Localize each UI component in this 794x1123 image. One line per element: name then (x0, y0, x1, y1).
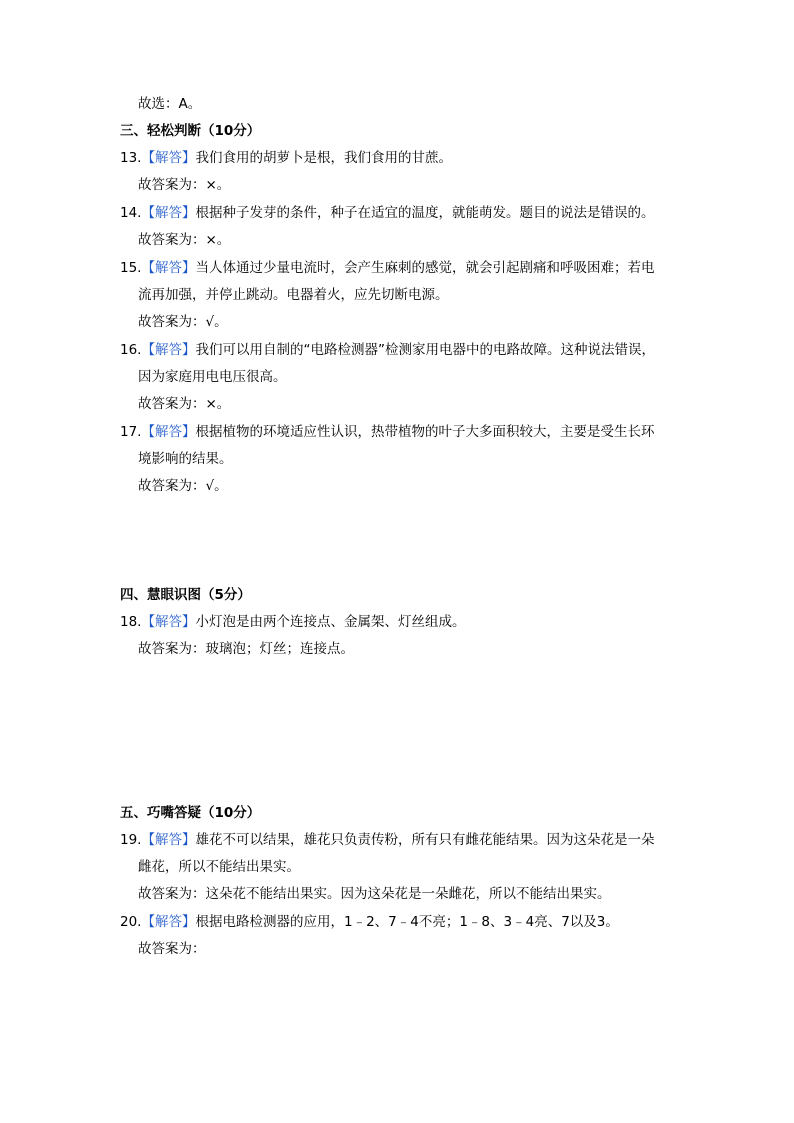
question-18 (120, 612, 465, 632)
answer-text: 小灯泡是由两个连接点、金属架、灯丝组成。 (195, 614, 466, 630)
top-answer-line: 故选：A。 (138, 96, 202, 112)
question-15 (120, 258, 654, 278)
question-13 (120, 148, 452, 168)
question-13-answer: 故答案为：×。 (138, 177, 231, 193)
question-20-answer: 故答案为： (138, 941, 206, 957)
question-number: 15. (120, 260, 142, 276)
answer-text: 根据种子发芽的条件，种子在适宜的温度，就能萌发。题目的说法是错误的。 (195, 205, 655, 221)
question-number: 14. (120, 205, 142, 221)
question-number: 17. (120, 424, 142, 440)
question-number: 19. (120, 832, 142, 848)
section-title-qa: 五、巧嘴答疑（10分） (120, 805, 261, 821)
question-15-continuation: 流再加强，并停止跳动。电器着火，应先切断电源。 (138, 287, 449, 303)
question-16-answer: 故答案为：×。 (138, 396, 231, 412)
answer-text: 根据植物的环境适应性认识，热带植物的叶子大多面积较大，主要是受生长环 (195, 424, 655, 440)
answer-tag: 【解答】 (141, 205, 196, 221)
question-19-continuation: 雌花，所以不能结出果实。 (138, 859, 300, 875)
question-17-continuation: 境影响的结果。 (138, 451, 233, 467)
answer-text: 根据电路检测器的应用，1﹣2、7﹣4不亮；1﹣8、3﹣4亮、7以及3。 (195, 914, 619, 930)
answer-tag: 【解答】 (141, 150, 196, 166)
question-16-continuation: 因为家庭用电电压很高。 (138, 369, 287, 385)
answer-tag: 【解答】 (141, 342, 196, 358)
question-14-answer: 故答案为：×。 (138, 232, 231, 248)
question-14 (120, 203, 654, 223)
answer-text: 我们食用的胡萝卜是根，我们食用的甘蔗。 (195, 150, 452, 166)
question-16 (120, 340, 655, 360)
question-number: 18. (120, 614, 142, 630)
answer-tag: 【解答】 (141, 832, 196, 848)
answer-text: 我们可以用自制的“电路检测器”检测家用电器中的电路故障。这种说法错误， (195, 342, 655, 358)
answer-tag: 【解答】 (141, 260, 196, 276)
answer-text: 雄花不可以结果，雄花只负责传粉，所有只有雌花能结果。因为这朵花是一朵 (195, 832, 655, 848)
section-title-judgment: 三、轻松判断（10分） (120, 123, 261, 139)
question-number: 13. (120, 150, 142, 166)
answer-tag: 【解答】 (141, 614, 196, 630)
question-15-answer: 故答案为：√。 (138, 314, 228, 330)
question-20 (120, 912, 619, 932)
question-19-answer: 故答案为：这朵花不能结出果实。因为这朵花是一朵雌花，所以不能结出果实。 (138, 886, 611, 902)
question-17 (120, 422, 654, 442)
answer-tag: 【解答】 (141, 914, 196, 930)
question-number: 16. (120, 342, 142, 358)
question-17-answer: 故答案为：√。 (138, 478, 228, 494)
answer-tag: 【解答】 (141, 424, 196, 440)
question-19 (120, 830, 654, 850)
answer-text: 当人体通过少量电流时，会产生麻刺的感觉，就会引起剧痛和呼吸困难；若电 (195, 260, 655, 276)
question-18-answer: 故答案为：玻璃泡；灯丝；连接点。 (138, 641, 354, 657)
question-number: 20. (120, 914, 142, 930)
section-title-picture: 四、慧眼识图（5分） (120, 587, 251, 603)
